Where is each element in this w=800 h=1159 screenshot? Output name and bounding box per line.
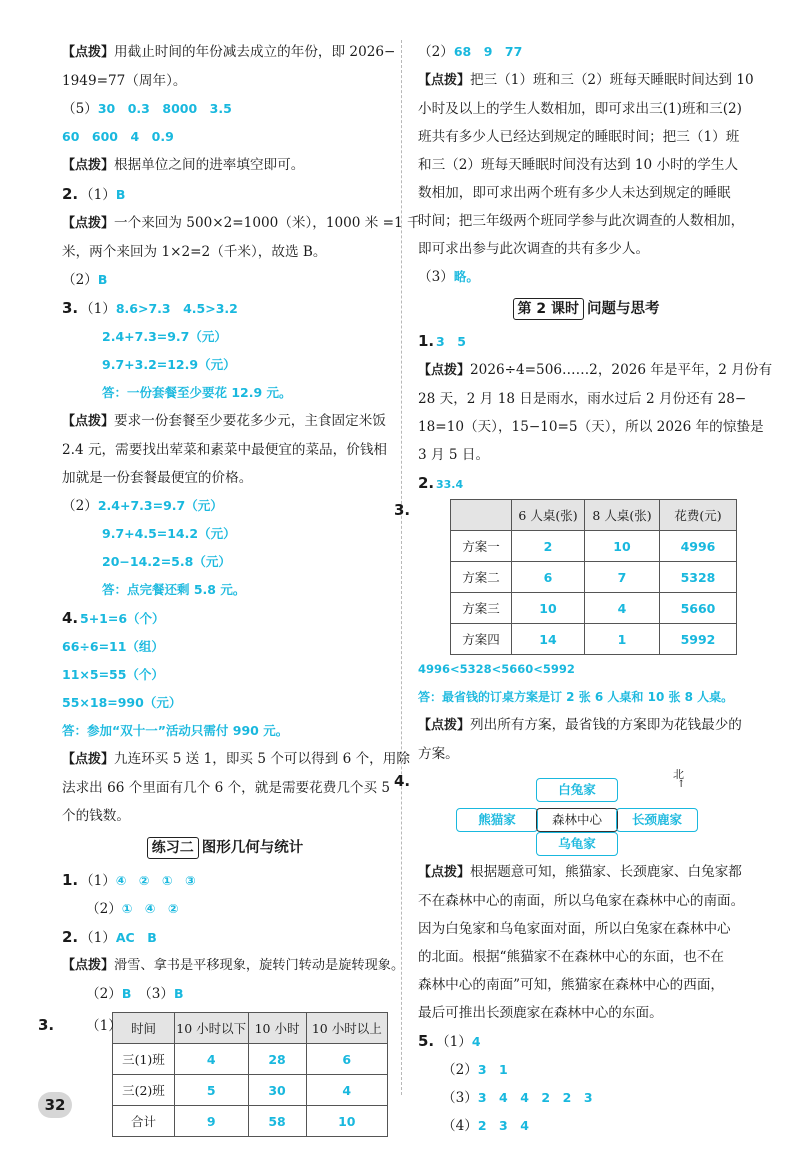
tip-line: 【点拨】要求一份套餐至少要花多少元，主食固定米饭 <box>62 413 386 429</box>
left-column <box>38 38 421 1137</box>
table-header <box>451 500 512 531</box>
exercise-1: 1. （1）④ ② ① ③ <box>62 871 196 889</box>
row-label: 三(1)班 <box>113 1044 175 1075</box>
table-cell: 5660 <box>660 593 737 624</box>
tip-line: 加就是一份套餐最便宜的价格。 <box>62 470 253 486</box>
table-row <box>113 1075 388 1106</box>
problem-5-3: （3）3 4 4 2 2 3 <box>442 1090 593 1106</box>
exercise-3: 3. （1） 时间 10 小时以下 10 小时 10 小时以上 三(1)班 4 28 6 三(2)班 5 30 4 合计 9 58 10 <box>62 1012 388 1137</box>
forest-center: 森林中心 <box>536 808 618 832</box>
section-badge: 第 2 课时 <box>513 298 585 320</box>
tip-line: 不在森林中心的南面，所以乌龟家在森林中心的南面。 <box>418 893 745 909</box>
q2-answer: （2）68 9 77 <box>418 44 523 60</box>
table-header-row <box>113 1013 388 1044</box>
tip-line: 【点拨】根据题意可知，熊猫家、长颈鹿家、白兔家都 <box>418 864 742 880</box>
section-heading: 图形几何与统计 <box>201 840 304 856</box>
tip-line: 即可求出参与此次调查的共有多少人。 <box>418 241 650 257</box>
section-heading: 问题与思考 <box>587 301 660 317</box>
table-row <box>451 624 737 655</box>
tip-line: 时间；把三年级两个班同学参与此次调查的人数相加， <box>418 213 745 229</box>
tip-line: 【点拨】用截止时间的年份减去成立的年份，即 2026− <box>62 44 396 60</box>
row-label: 方案一 <box>451 531 512 562</box>
table-cell: 4996 <box>660 531 737 562</box>
table-header: 花费(元) <box>660 500 737 531</box>
page-number: 32 <box>38 1092 72 1118</box>
question-2: 2. （1）B <box>62 185 126 203</box>
tip-line: 和三（2）班每天睡眠时间没有达到 10 小时的学生人 <box>418 157 739 173</box>
problem-3: 3. 6 人桌(张) 8 人桌(张) 花费(元) 方案一 2 10 4996 方案二 6 7 5328 方案三 10 4 5660 方案四 14 1 5992 <box>418 499 754 655</box>
table-cell: 9 <box>174 1106 248 1137</box>
tip-line: 2.4 元，需要找出荤菜和素菜中最便宜的菜品，价钱相 <box>62 442 388 458</box>
answer-line: 答：点完餐还剩 5.8 元。 <box>102 582 246 597</box>
table-cell: 2 <box>512 531 585 562</box>
right-column <box>394 38 773 1140</box>
tip-line: 【点拨】把三（1）班和三（2）班每天睡眠时间达到 10 <box>418 72 754 88</box>
q3-2-answer: （2）2.4+7.3=9.7（元） <box>62 498 223 514</box>
table-cell: 1 <box>585 624 660 655</box>
tip-line: 3 月 5 日。 <box>418 447 490 463</box>
arrow-up-icon: ↑ <box>677 779 686 790</box>
tip-line: 18=10（天），15−10=5（天），所以 2026 年的惊蛰是 <box>418 419 764 435</box>
row-label: 方案二 <box>451 562 512 593</box>
answer-line: 20−14.2=5.8（元） <box>102 554 231 569</box>
problem-5-2: （2）3 1 <box>442 1062 508 1078</box>
section-title <box>62 834 388 860</box>
section-title <box>418 295 754 321</box>
answer-line: 答：一份套餐至少要花 12.9 元。 <box>102 385 292 400</box>
table-cell: 14 <box>512 624 585 655</box>
answer-line: 答：参加“双十一”活动只需付 990 元。 <box>62 723 289 738</box>
table-header: 10 小时以上 <box>306 1013 387 1044</box>
tip-line: 小时及以上的学生人数相加，即可求出三(1)班和三(2) <box>418 101 742 117</box>
q5-answer-2: 60 600 4 0.9 <box>62 129 174 144</box>
problem-1: 1. 3 5 <box>418 332 466 350</box>
plan-table <box>450 499 737 655</box>
tip-line: 森林中心的南面”可知，熊猫家在森林中心的西面， <box>418 977 725 993</box>
answer-line: 2.4+7.3=9.7（元） <box>102 329 227 344</box>
table-cell: 5992 <box>660 624 737 655</box>
exercise-2: 2. （1）AC B <box>62 928 157 946</box>
compass-diagram: 4. 北 ↑ 白兔家 熊猫家 森林中心 长颈鹿家 乌龟家 <box>418 768 754 858</box>
row-label: 方案三 <box>451 593 512 624</box>
table-cell: 4 <box>585 593 660 624</box>
tip-line: 【点拨】根据单位之间的进率填空即可。 <box>62 157 305 173</box>
question-4: 4. 5+1=6（个） <box>62 609 165 627</box>
tip-line: 的北面。根据“熊猫家不在森林中心的东面，也不在 <box>418 949 725 965</box>
table-cell: 28 <box>248 1044 306 1075</box>
table-cell: 4 <box>174 1044 248 1075</box>
table-cell: 10 <box>306 1106 387 1137</box>
answer-line: 答：最省钱的订桌方案是订 2 张 6 人桌和 10 张 8 人桌。 <box>418 690 734 704</box>
problem-5: 5. （1）4 <box>418 1032 481 1050</box>
table-row <box>451 562 737 593</box>
problem-2: 2. 33.4 <box>418 474 464 492</box>
east-house: 长颈鹿家 <box>616 808 698 832</box>
answer-line: 9.7+4.5=14.2（元） <box>102 526 236 541</box>
tip-line: 28 天，2 月 18 日是雨水，雨水过后 2 月份还有 28− <box>418 391 747 407</box>
sleep-table <box>112 1012 388 1137</box>
table-header: 6 人桌(张) <box>512 500 585 531</box>
table-cell: 10 <box>512 593 585 624</box>
q5-answer: （5）30 0.3 8000 3.5 <box>62 101 232 117</box>
table-header: 8 人桌(张) <box>585 500 660 531</box>
table-cell: 5 <box>174 1075 248 1106</box>
table-header: 10 小时 <box>248 1013 306 1044</box>
table-cell: 58 <box>248 1106 306 1137</box>
tip-line: 班共有多少人已经达到规定的睡眠时间；把三（1）班 <box>418 129 740 145</box>
tip-line: 【点拨】九连环买 5 送 1，即买 5 个可以得到 6 个，用除 <box>62 751 410 767</box>
table-cell: 30 <box>248 1075 306 1106</box>
table-cell: 7 <box>585 562 660 593</box>
table-header-row <box>451 500 737 531</box>
section-badge: 练习二 <box>147 837 199 859</box>
tip-line: 因为白兔家和乌龟家面对面，所以白兔家在森林中心 <box>418 921 731 937</box>
answer-line: 55×18=990（元） <box>62 695 182 710</box>
q3-answer: （3）略。 <box>418 269 479 285</box>
tip-line: 米，两个来回为 1×2=2（千米），故选 B。 <box>62 244 327 260</box>
answer-line: 11×5=55（个） <box>62 667 164 682</box>
table-cell: 5328 <box>660 562 737 593</box>
tip-line: 1949=77（周年）。 <box>62 73 187 89</box>
table-row <box>113 1044 388 1075</box>
exercise-2-2: （2）B （3）B <box>86 986 184 1002</box>
tip-line: 数相加，即可求出两个班有多少人未达到规定的睡眠 <box>418 185 731 201</box>
column-divider <box>401 40 402 1095</box>
tip-line: 个的钱数。 <box>62 808 130 824</box>
tip-line: 【点拨】2026÷4=506……2，2026 年是平年，2 月份有 <box>418 362 773 378</box>
table-header: 时间 <box>113 1013 175 1044</box>
west-house: 熊猫家 <box>456 808 538 832</box>
north-house: 白兔家 <box>536 778 618 802</box>
tip-line: 【点拨】列出所有方案，最省钱的方案即为花钱最少的 <box>418 717 742 733</box>
table-header: 10 小时以下 <box>174 1013 248 1044</box>
table-cell: 10 <box>585 531 660 562</box>
q2-2-answer: （2）B <box>62 272 108 288</box>
row-label: 合计 <box>113 1106 175 1137</box>
row-label: 方案四 <box>451 624 512 655</box>
table-row <box>451 531 737 562</box>
question-3: 3. （1）8.6>7.3 4.5>3.2 <box>62 299 238 317</box>
table-cell: 4 <box>306 1075 387 1106</box>
tip-line: 方案。 <box>418 746 459 762</box>
table-cell: 6 <box>512 562 585 593</box>
table-row <box>113 1106 388 1137</box>
tip-line: 法求出 66 个里面有几个 6 个，就是需要花费几个买 5 <box>62 780 391 796</box>
exercise-1-2: （2）① ④ ② <box>86 901 179 917</box>
answer-line: 66÷6=11（组） <box>62 639 164 654</box>
answer-line: 4996<5328<5660<5992 <box>418 662 575 676</box>
problem-5-4: （4）2 3 4 <box>442 1118 529 1134</box>
answer-line: 9.7+3.2=12.9（元） <box>102 357 236 372</box>
table-cell: 6 <box>306 1044 387 1075</box>
table-row <box>451 593 737 624</box>
tip-line: 最后可推出长颈鹿家在森林中心的东面。 <box>418 1005 663 1021</box>
south-house: 乌龟家 <box>536 832 618 856</box>
row-label: 三(2)班 <box>113 1075 175 1106</box>
tip-line: 【点拨】滑雪、拿书是平移现象，旋转门转动是旋转现象。 <box>62 958 405 973</box>
tip-line: 【点拨】一个来回为 500×2=1000（米），1000 米 =1 千 <box>62 215 421 231</box>
north-label: 北 <box>673 768 684 781</box>
